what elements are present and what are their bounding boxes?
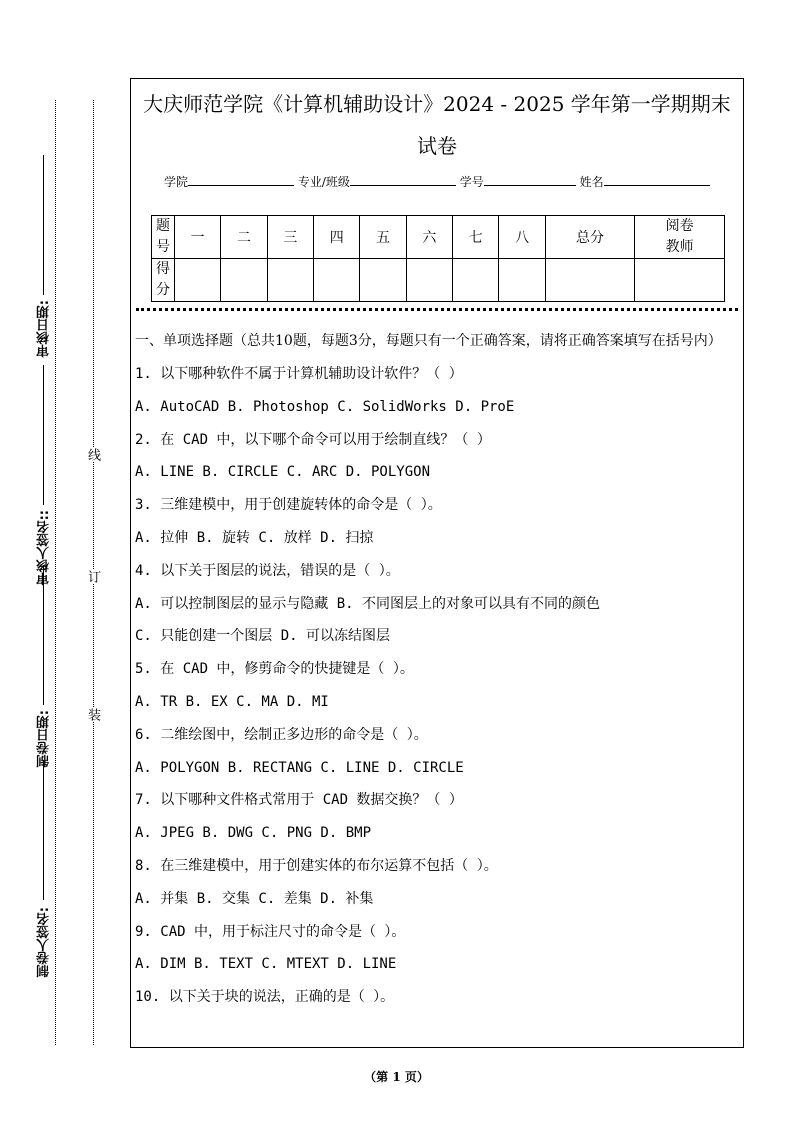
col-2: 二: [221, 216, 267, 259]
score-table: [151, 215, 725, 302]
maker-date-label: 制卷日期:: [37, 710, 52, 768]
binding-mark-ding: 订: [85, 570, 100, 583]
question-line: 2. 在 CAD 中，以下哪个命令可以用于绘制直线？（ ）: [135, 431, 491, 448]
dotted-separator: [136, 308, 738, 311]
question-line: 9. CAD 中，用于标注尺寸的命令是（ ）。: [135, 923, 406, 940]
col-6: 六: [406, 216, 452, 259]
exam-title: 大庆师范学院《计算机辅助设计》2024 - 2025 学年第一学期期末: [143, 92, 731, 116]
student-id-field[interactable]: [484, 173, 576, 186]
option-line: A. LINE B. CIRCLE C. ARC D. POLYGON: [135, 464, 431, 481]
question-line: 6. 二维绘图中，绘制正多边形的命令是（ ）。: [135, 726, 428, 743]
student-info-row: [164, 173, 710, 190]
major-label: 专业/班级: [297, 175, 350, 189]
reviewer-sign-underline: [43, 365, 44, 505]
binding-mark-zhuang: 装: [85, 708, 100, 721]
name-field[interactable]: [604, 173, 710, 186]
score-table-header-row: [152, 216, 725, 259]
maker-date-underline: [43, 565, 44, 705]
page-number: （第 1 页）: [364, 1070, 429, 1084]
student-id-label: 学号: [459, 175, 484, 189]
section-single-choice: [135, 330, 740, 1019]
reviewer-date-underline: [43, 155, 44, 295]
binding-mark-line: 线: [85, 448, 100, 461]
name-label: 姓名: [579, 175, 604, 189]
question-line: 5. 在 CAD 中，修剪命令的快捷键是（ ）。: [135, 661, 414, 678]
score-table-score-row: [152, 259, 725, 302]
option-line: C. 只能创建一个图层 D. 可以冻结图层: [135, 628, 391, 645]
option-line: A. JPEG B. DWG C. PNG D. BMP: [135, 825, 372, 842]
col-8: 八: [499, 216, 545, 259]
section-instruction: 一、单项选择题（总共10题，每题3分，每题只有一个正确答案，请将正确答案填写在括号内）: [135, 333, 722, 349]
question-line: 1. 以下哪种软件不属于计算机辅助设计软件？（ ）: [135, 366, 463, 382]
score-cell[interactable]: [360, 259, 406, 302]
reviewer-sign-label: 审核人签名::: [37, 510, 52, 586]
score-cell[interactable]: [635, 259, 725, 302]
score-cell[interactable]: [453, 259, 499, 302]
option-line: A. TR B. EX C. MA D. MI: [135, 693, 329, 710]
score-cell[interactable]: [499, 259, 545, 302]
col-7: 七: [453, 216, 499, 259]
score-cell[interactable]: [406, 259, 452, 302]
score-cell[interactable]: [545, 259, 635, 302]
option-line: A. DIM B. TEXT C. MTEXT D. LINE: [135, 956, 397, 973]
col-4: 四: [314, 216, 360, 259]
col-1: 一: [175, 216, 221, 259]
question-line: 3. 三维建模中，用于创建旋转体的命令是（ ）。: [135, 497, 442, 514]
score-cell[interactable]: [267, 259, 313, 302]
exam-title-continued: 试卷: [417, 134, 457, 158]
col-total: 总分: [545, 216, 635, 259]
reviewer-date-label: 审核日期:: [37, 300, 52, 358]
question-number-label: 题 号: [152, 216, 175, 259]
college-label: 学院: [164, 175, 189, 189]
option-line: A. 拉伸 B. 旋转 C. 放样 D. 扫掠: [135, 529, 374, 546]
col-3: 三: [267, 216, 313, 259]
score-label: 得 分: [152, 259, 175, 302]
maker-sign-label: 制卷人签名:: [37, 907, 52, 978]
dotted-cut-line-outer: [55, 100, 56, 1045]
question-line: 10. 以下关于块的说法，正确的是（ ）。: [135, 989, 395, 1006]
question-line: 4. 以下关于图层的说法，错误的是（ ）。: [135, 562, 400, 579]
score-cell[interactable]: [314, 259, 360, 302]
option-line: A. 并集 B. 交集 C. 差集 D. 补集: [135, 890, 374, 907]
maker-sign-underline: [43, 760, 44, 900]
score-cell[interactable]: [221, 259, 267, 302]
option-line: A. 可以控制图层的显示与隐藏 B. 不同图层上的对象可以具有不同的颜色: [135, 595, 600, 612]
option-line: A. AutoCAD B. Photoshop C. SolidWorks D. ProE: [135, 398, 515, 415]
col-teacher: 阅卷 教师: [635, 216, 725, 259]
col-5: 五: [360, 216, 406, 259]
score-cell[interactable]: [175, 259, 221, 302]
college-field[interactable]: [188, 173, 294, 186]
major-field[interactable]: [350, 173, 456, 186]
question-line: 8. 在三维建模中，用于创建实体的布尔运算不包括（ ）。: [135, 857, 498, 874]
question-line: 7. 以下哪种文件格式常用于 CAD 数据交换？（ ）: [135, 792, 463, 809]
option-line: A. POLYGON B. RECTANG C. LINE D. CIRCLE: [135, 759, 464, 776]
